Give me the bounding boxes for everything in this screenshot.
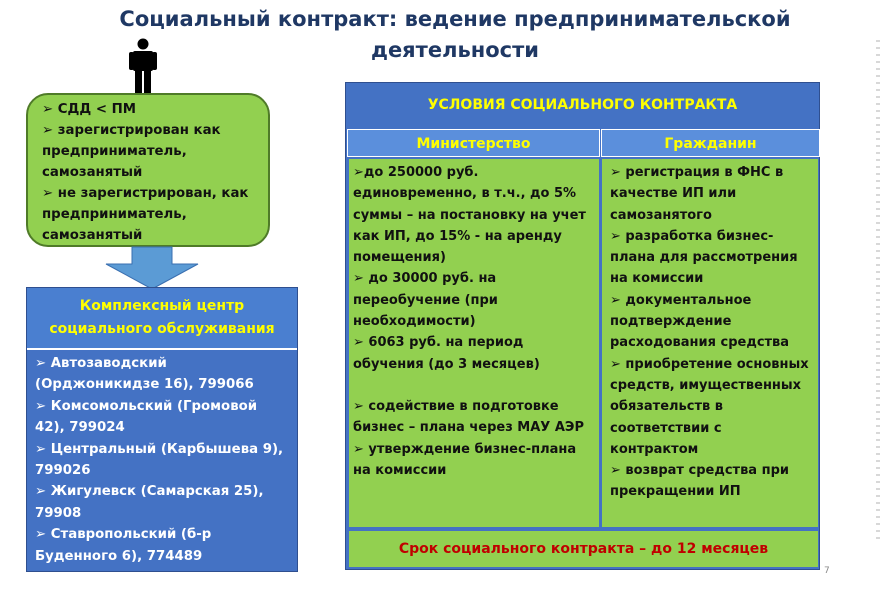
address-list xyxy=(27,350,297,567)
citizen-item: ➢ возврат средства при прекращении ИП xyxy=(610,463,789,500)
citizen-item: ➢ разработка бизнес-плана для рассмотрения на комиссии xyxy=(610,228,798,287)
ministry-column xyxy=(349,159,599,527)
ministry-item: ➢ 6063 руб. на период обучения (до 3 месяцев) xyxy=(353,335,540,372)
citizen-header: Гражданин xyxy=(601,129,820,157)
address-item: ➢ Автозаводский (Орджоникидзе 16), 799066 xyxy=(35,356,254,393)
address-item: ➢ Жигулевск (Самарская 25), 79908 xyxy=(35,484,264,521)
citizen-item: ➢ приобретение основных средств, имущественных обязательств в соответствии с контрактом xyxy=(610,356,809,457)
citizen-column xyxy=(602,159,818,527)
decorative-dotted-border xyxy=(876,40,880,540)
ministry-item: ➢ утверждение бизнес-плана на комиссии xyxy=(353,441,577,478)
address-item: ➢ Ставропольский (б-р Буденного 6), 774489 xyxy=(35,527,212,564)
contract-conditions-box xyxy=(345,82,820,570)
ministry-item: ➢ содействие в подготовке бизнес – плана через МАУ АЭР xyxy=(353,398,584,436)
ministry-item: ➢до 250000 руб. единовременно, в т.ч., до 5% суммы – на постановку на учет как ИП, до 15% - на аренду помещения) xyxy=(353,165,586,266)
spacer xyxy=(353,375,595,396)
eligibility-criteria-box xyxy=(26,93,270,247)
address-item: ➢ Комсомольский (Громовой 42), 799024 xyxy=(35,398,258,436)
criteria-item: ➢ зарегистрирован как предприниматель, самозанятый xyxy=(42,123,221,180)
criteria-item: ➢ СДД < ПМ xyxy=(42,102,136,117)
contract-title: УСЛОВИЯ СОЦИАЛЬНОГО КОНТРАКТА xyxy=(427,97,738,113)
ministry-item: ➢ до 30000 руб. на переобучение (при необходимости) xyxy=(353,271,498,330)
contract-term: Срок социального контракта – до 12 месяцев xyxy=(349,531,818,567)
person-icon xyxy=(128,38,158,94)
address-item: ➢ Центральный (Карбышева 9), 799026 xyxy=(35,441,284,479)
criteria-item: ➢ не зарегистрирован, как предприниматель, самозанятый xyxy=(42,186,249,243)
social-service-center-box xyxy=(26,287,298,572)
center-title: Комплексный центр социального обслуживания xyxy=(27,288,297,350)
page-number: 7 xyxy=(824,566,830,576)
page-title: Социальный контракт: ведение предпринимательской деятельности xyxy=(119,7,791,62)
arrow-down-icon xyxy=(104,246,200,290)
ministry-header: Министерство xyxy=(347,129,600,157)
citizen-item: ➢ регистрация в ФНС в качестве ИП или самозанятого xyxy=(610,165,784,223)
citizen-item: ➢ документальное подтверждение расходования средства xyxy=(610,292,790,351)
